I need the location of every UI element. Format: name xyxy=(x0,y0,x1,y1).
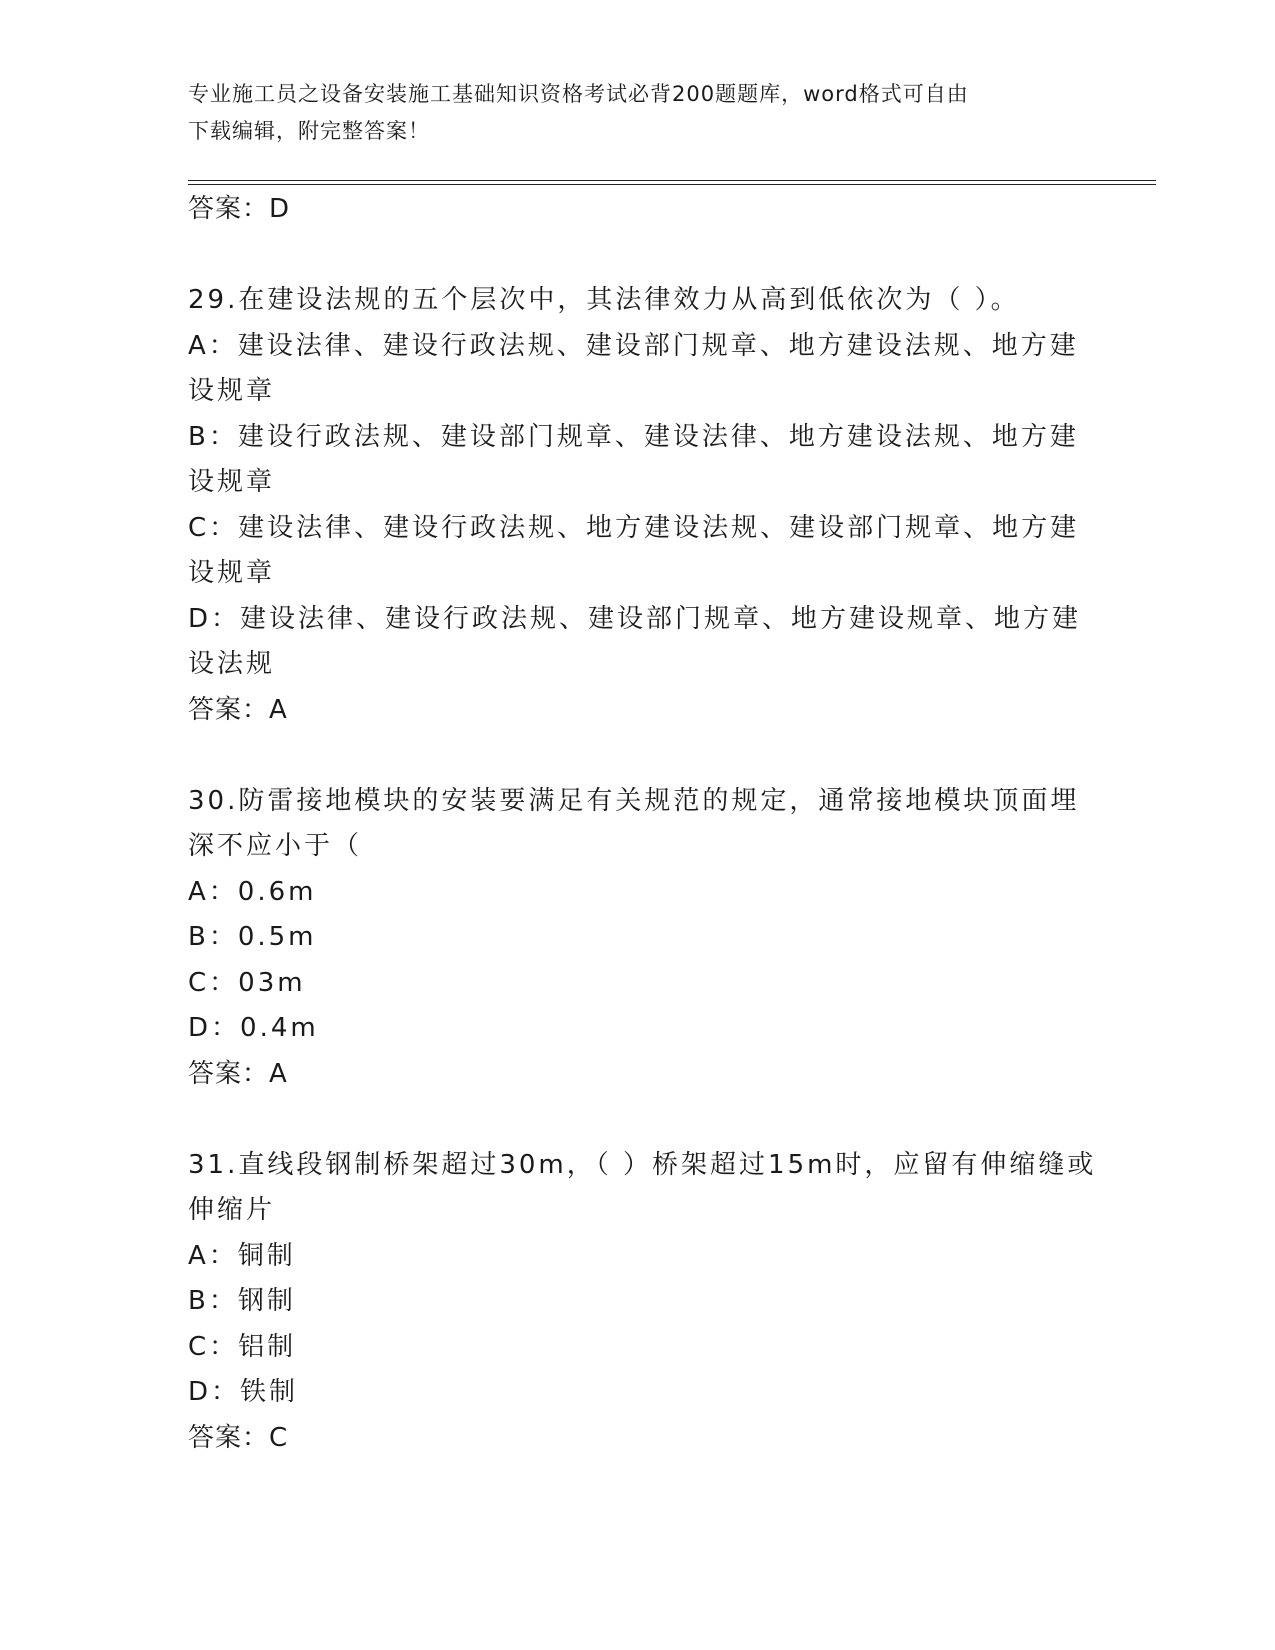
option-b-cont: 设规章 xyxy=(188,467,276,497)
question-text-cont: 伸缩片 xyxy=(188,1195,276,1225)
option-d-cont: 设法规 xyxy=(188,649,276,679)
question-31 xyxy=(188,1143,1097,1462)
answer: 答案：A xyxy=(188,694,288,725)
header-line-1: 专业施工员之设备安装施工基础知识资格考试必背200题题库，word格式可自由 xyxy=(188,82,969,106)
header-divider-top xyxy=(188,180,1156,181)
option-c-cont: 设规章 xyxy=(188,558,276,588)
option-b: B：建设行政法规、建设部门规章、建设法律、地方建设法规、地方建 xyxy=(188,421,1079,452)
option-a: A：建设法律、建设行政法规、建设部门规章、地方建设法规、地方建 xyxy=(188,330,1079,361)
header-line-2: 下载编辑，附完整答案！ xyxy=(188,119,430,143)
answer: 答案：A xyxy=(188,1058,288,1089)
document-header xyxy=(188,76,1088,150)
question-text-cont: 深不应小于（ xyxy=(188,831,363,861)
question-30 xyxy=(188,779,1088,1098)
option-c: C：建设法律、建设行政法规、地方建设法规、建设部门规章、地方建 xyxy=(188,512,1080,543)
option-b: B：0.5m xyxy=(188,922,317,952)
option-c: C：03m xyxy=(188,967,306,998)
option-a-cont: 设规章 xyxy=(188,376,276,406)
question-29 xyxy=(188,278,1088,733)
option-a: A：铜制 xyxy=(188,1240,296,1271)
answer-prev: 答案：D xyxy=(188,194,291,224)
option-a: A：0.6m xyxy=(188,876,317,907)
question-text: 29.在建设法规的五个层次中，其法律效力从高到低依次为（ ）。 xyxy=(188,285,1020,315)
question-text: 30.防雷接地模块的安装要满足有关规范的规定，通常接地模块顶面埋 xyxy=(188,785,1080,816)
option-d: D：0.4m xyxy=(188,1013,319,1043)
question-list xyxy=(188,187,1097,1461)
answer: 答案：C xyxy=(188,1422,289,1453)
question-text: 31.直线段钢制桥架超过30m，（ ）桥架超过15m时，应留有伸缩缝或 xyxy=(188,1149,1097,1180)
option-d: D：建设法律、建设行政法规、建设部门规章、地方建设规章、地方建 xyxy=(188,603,1082,634)
header-divider-bottom xyxy=(188,184,1156,185)
option-d: D：铁制 xyxy=(188,1377,299,1407)
option-b: B：钢制 xyxy=(188,1286,296,1316)
option-c: C：铝制 xyxy=(188,1331,297,1362)
